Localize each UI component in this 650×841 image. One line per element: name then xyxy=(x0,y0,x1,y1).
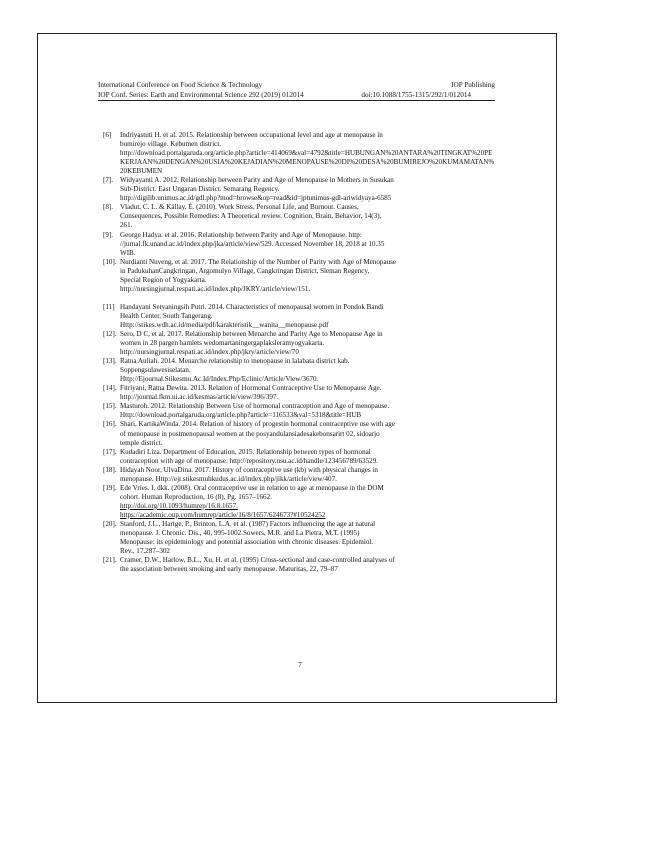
reference-item xyxy=(103,176,495,203)
reference-item xyxy=(103,448,495,466)
reference-line: Ede Vries. I. dkk. (2008). Oral contraceptive use in relation to age at menopause in the DOM xyxy=(120,483,384,492)
reference-number: [6] xyxy=(103,131,112,139)
reference-line: menopause. Http://ejr.stikesmuhkudus.ac.id/index.php/jikk/article/view/407. xyxy=(120,474,337,483)
reference-number: [17]. xyxy=(103,447,117,456)
reference-number: [8]. xyxy=(103,203,114,212)
reference-line: Consequences, Possible Remedies: A Theoretical review. Cognition, Brain, Behavior, 14(3), xyxy=(120,212,382,221)
reference-line: Widyayanti A. 2012. Relationship between Parity and Age of Menopause in Mothers in Susukan xyxy=(120,176,394,185)
reference-gap xyxy=(103,294,495,303)
reference-line[interactable]: http://digilib.unimus.ac.id/gdl.php?mod=browse&op=read&id=jptunimus-gdl-ariwidyaya-6585 xyxy=(120,194,392,203)
reference-item xyxy=(103,484,495,520)
reference-number: [21]. xyxy=(103,556,117,565)
reference-item xyxy=(103,520,495,556)
reference-number: [18]. xyxy=(103,465,117,474)
reference-line: menopause. J. Chronic. Dis., 40, 995-1002.Sowers, M.R. and La Pietra, M.T. (1995) xyxy=(120,529,360,538)
reference-line: Kudadiri Liza. Department of Education, 2015. Relationship between types of hormonal xyxy=(120,447,371,456)
reference-line[interactable]: https://academic.oup.com/humrep/article/16/8/1657/624673?#10524252 xyxy=(120,510,326,519)
reference-line: Stanford, J.L., Hartge, P., Brinton, L.A. et al. (1987) Factors influencing the age at natural xyxy=(120,519,376,528)
reference-line: //jurnal.fk.unand.ac.id/index.php/jka/article/view/529. Accessed November 18, 2018 at 10.35 xyxy=(120,239,385,248)
series-info: IOP Conf. Series: Earth and Environmental Science 292 (2019) 012014 xyxy=(98,91,304,99)
publisher-name: IOP Publishing xyxy=(451,81,495,89)
reference-item xyxy=(103,466,495,484)
running-header xyxy=(98,81,495,101)
reference-line: Special Region of Yogyakarta. xyxy=(120,275,207,284)
reference-number: [11] xyxy=(103,302,115,311)
reference-line: Hidayah Noor, UlvaDina. 2017. History of contraceptive use (kb) with physical changes in xyxy=(120,465,378,474)
reference-line: temple district. xyxy=(120,438,163,447)
reference-item xyxy=(103,420,495,447)
reference-line: Vladut, C. L. & Kállay, É. (2010). Work Stress, Personal Life, and Burnout. Causes, xyxy=(120,203,359,212)
reference-item xyxy=(103,231,495,258)
reference-line: Handayani Setyaningsih Putri. 2014. Characteristics of menopausal women in Pondok Bandi xyxy=(120,302,384,311)
reference-number: [7]. xyxy=(103,176,114,185)
reference-line: Rev., 17,287–302 xyxy=(120,547,170,556)
reference-line: Sero, D C, et al. 2017. Relationship between Menarche and Parity Age to Menopause Age in xyxy=(120,329,383,338)
reference-line[interactable]: http://journal.fkm.ui.ac.id/kesmas/article/view/396/397. xyxy=(120,393,279,402)
reference-line: Fitriyani, Ratna Dewita. 2013. Relation of Hormonal Contraceptive Use to Menopause Age. xyxy=(120,384,382,393)
reference-line[interactable]: Http://stikes.wdh.ac.id/media/pdf/karakteristik__wanita__menopause.pdf xyxy=(120,320,329,329)
page-number: 7 xyxy=(298,661,302,669)
reference-number: [13]. xyxy=(103,357,117,366)
reference-line: Masturoh. 2012. Relationship Between Use of hormonal contraception and Age of menopause. xyxy=(120,402,390,411)
reference-line: Ratna Auliah. 2014. Menarche relationship to menopause in lalabata district kab. xyxy=(120,357,350,366)
reference-item xyxy=(103,402,495,420)
reference-number: [9]. xyxy=(103,230,114,239)
reference-line: Sub-District. East Ungaran District. Semarang Regency. xyxy=(120,185,280,194)
reference-item xyxy=(103,357,495,384)
reference-line: George Hadya. et al. 2016. Relationship between Parity and Age of Menopause. http: xyxy=(120,230,362,239)
conference-name: International Conference on Food Science & Technology xyxy=(98,81,263,89)
reference-line: bumirejo village. Kebumen district. xyxy=(120,140,222,149)
reference-item xyxy=(103,203,495,230)
reference-number: [19]. xyxy=(103,483,117,492)
reference-item xyxy=(103,556,495,574)
reference-item xyxy=(103,384,495,402)
doi-link[interactable]: doi:10.1088/1755-1315/292/1/012014 xyxy=(361,91,471,99)
reference-number: [14]. xyxy=(103,384,117,393)
reference-line: Health Center, South Tangerang. xyxy=(120,311,213,320)
reference-line: 261. xyxy=(120,221,133,230)
reference-line[interactable]: Http://Ejournal.Stikesmu.Ac.Id/Index.Php/Eclinic/Article/View/3670. xyxy=(120,375,319,384)
reference-line: Shari, KartikaWinda. 2014. Relation of history of progestin hormonal contraceptive use with age xyxy=(120,420,395,429)
reference-number: [12]. xyxy=(103,329,117,338)
reference-line: the association between smoking and early menopause. Maturitas, 22, 79–87 xyxy=(120,565,338,574)
reference-line: women in 28 pargen hamlets wedomartaningergaplaksleramyogyakarta. xyxy=(120,339,325,348)
reference-line: in PadukuhanCangkringan, Argomulyo Village, Cangkringan District, Sleman Regency, xyxy=(120,266,370,275)
reference-line: contraception with age of menopause. http://repository.usu.ac.id/handle/123456789/63529. xyxy=(120,456,379,465)
reference-line: Menopause: its epidemiology and potential association with chronic diseases. Epidemiol. xyxy=(120,538,374,547)
reference-line[interactable]: http://download.portalgaruda.org/article.php?article=414069&val=4792&title=HUBUNGAN%20ANTARA%20TINGKAT%20PEKERJAAN%20DENGAN%20USIA%20KEJADIAN%20MENOPAUSE%20DI%20DESA%20BUMIREJO%20KUMAMATAN%20KEBUMEN xyxy=(120,149,495,176)
reference-line[interactable]: http://doi.org/10.1093/humrep/16.8.1657. xyxy=(120,501,238,510)
reference-line: Indriyastuti H. et al. 2015. Relationship between occupational level and age at menopause in xyxy=(120,131,383,139)
reference-line: Nurdianti Nuveng, et al. 2017. The Relationship of the Number of Parity with Age of Menopause xyxy=(120,257,397,266)
reference-line: WIB. xyxy=(120,248,136,257)
reference-number: [16]. xyxy=(103,420,117,429)
reference-item xyxy=(103,258,495,294)
reference-number: [20]. xyxy=(103,519,117,528)
reference-line: Soppengsulawesiselatan. xyxy=(120,366,191,375)
reference-line[interactable]: Http://download.portalgaruda.org/article.php?article=116533&val=5318&title=HUB xyxy=(120,411,362,420)
reference-line: Cramer, D.W., Harlow, B.L., Xu, H. et al. (1995) Cross-sectional and case-controlled analyses of xyxy=(120,556,395,565)
reference-item xyxy=(103,131,495,176)
reference-item xyxy=(103,330,495,357)
reference-item xyxy=(103,303,495,330)
reference-number: [10]. xyxy=(103,257,117,266)
reference-line: cohort. Human Reproduction, 16 (8), Pg. 1657–1662. xyxy=(120,492,272,501)
reference-line[interactable]: http://nursingjurnal.respati.ac.id/index.php/jkry/article/view/70 xyxy=(120,348,299,357)
reference-line: of menopause in postmenopausal women at the posyandulansiadesakebonsarirt 02, sidoarjo xyxy=(120,429,380,438)
reference-line[interactable]: http://nursingjurnal.respati.ac.id/index.php/JKRY/article/view/151. xyxy=(120,284,311,293)
reference-number: [15]. xyxy=(103,402,117,411)
reference-list xyxy=(103,131,495,574)
